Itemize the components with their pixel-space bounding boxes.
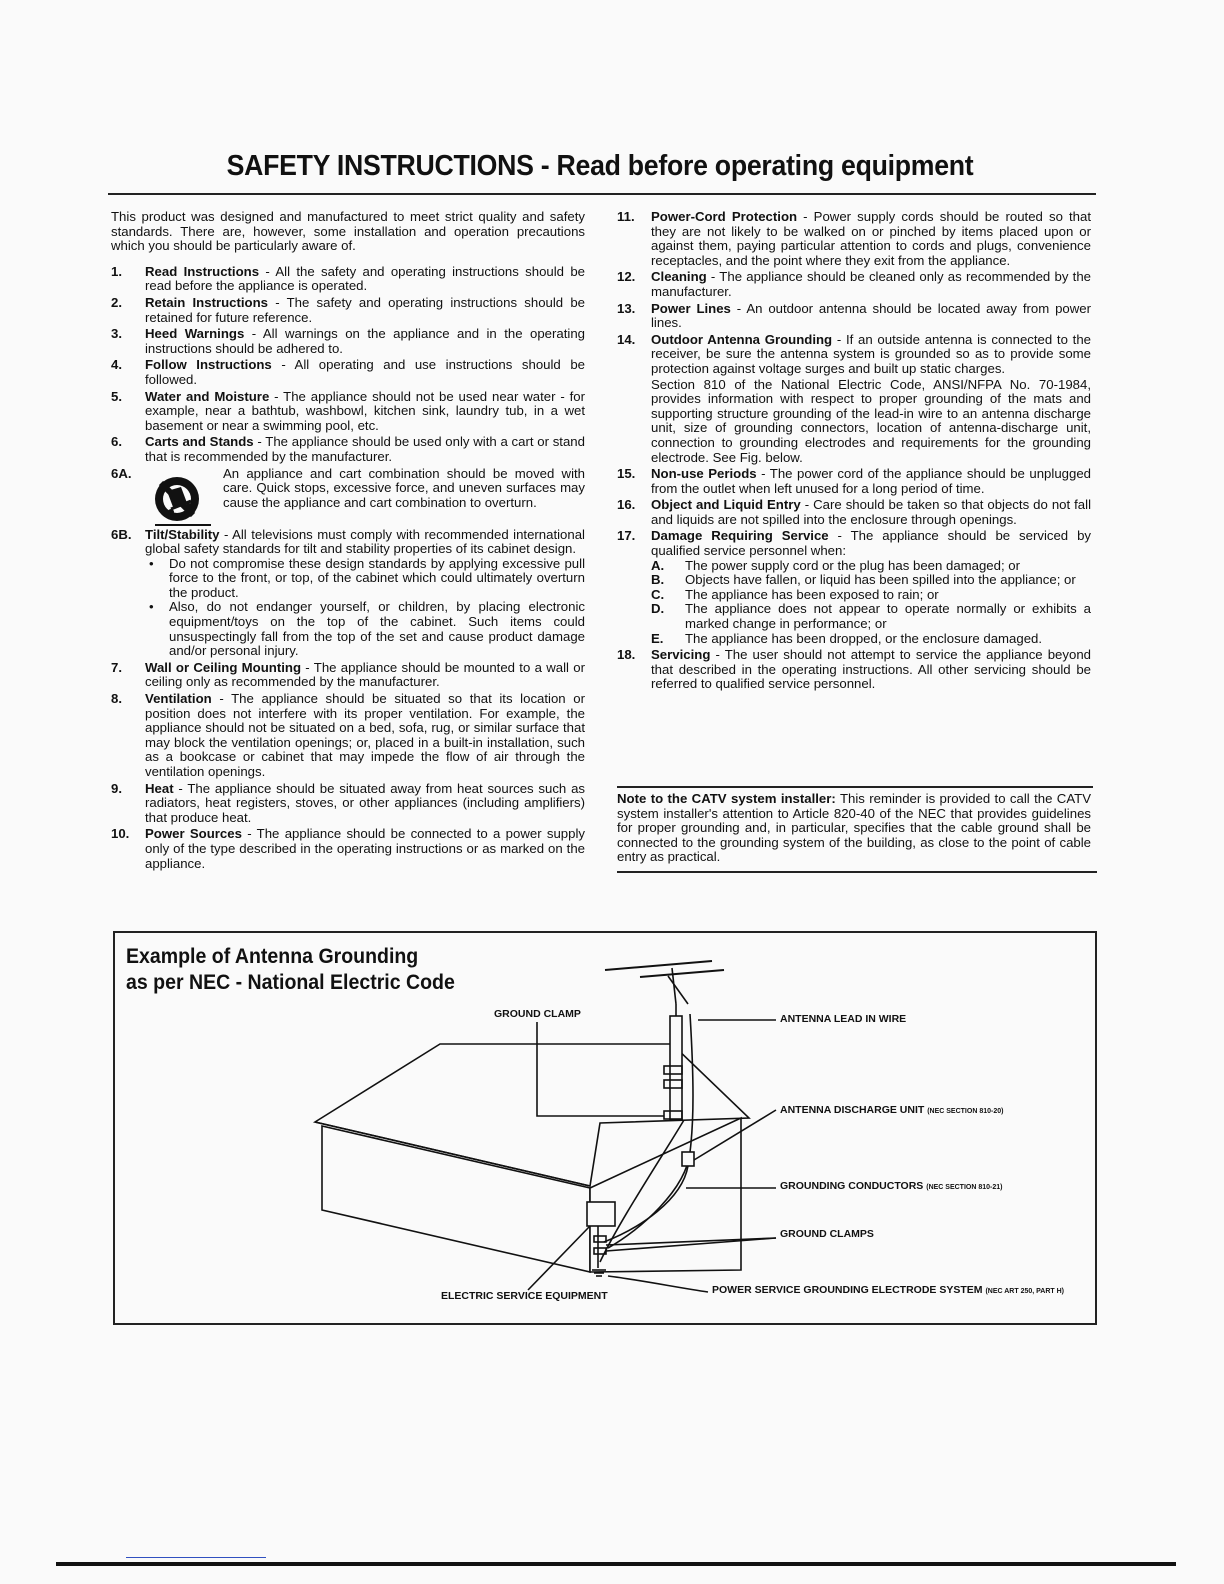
item-text: - The appliance should be serviced by qualified service personnel when: [651,528,1091,559]
label-antenna-lead-in-wire: ANTENNA LEAD IN WIRE [780,1013,907,1025]
instruction-item [111,327,585,356]
sub-item-letter: E. [651,630,664,646]
label-antenna-discharge-unit [780,1104,1003,1116]
item-number: 3. [111,326,122,342]
item-number: 12. [617,269,636,285]
instruction-item [617,467,1091,496]
label-power-service-text: POWER SERVICE GROUNDING ELECTRODE SYSTEM [712,1284,983,1296]
instruction-item [111,782,585,826]
sub-item-text: The power supply cord or the plug has been damaged; or [685,557,1021,573]
instruction-item [617,648,1091,692]
item-heading: Object and Liquid Entry [651,497,801,513]
instruction-item [617,333,1091,465]
label-ground-clamps: GROUND CLAMPS [780,1228,874,1240]
item-text: - The appliance should be mounted to a wall or ceiling only as recommended by the manufacturer. [145,659,585,690]
item-extra-paragraph: Section 810 of the National Electric Code, ANSI/NFPA No. 70-1984, provides information with respect to proper grounding of the mats and supporting structure grounding of the lead-in wire to an antenna discharge unit, size of grounding connectors, location of antenna-discharge unit, connection to grounding electrodes and requirements for the grounding electrode. See Fig. below. [651,376,1091,465]
sub-item-letter: A. [651,557,665,573]
item-number: 9. [111,780,122,796]
item-heading: Water and Moisture [145,388,270,404]
right-column [617,210,1091,694]
item-number: 1. [111,263,122,279]
item-number: 7. [111,659,122,675]
item-number: 5. [111,388,122,404]
item-heading: Wall or Ceiling Mounting [145,659,301,675]
instruction-item [617,270,1091,299]
note-heading: Note to the CATV system installer: [617,791,836,806]
left-column [111,210,585,873]
item-heading: Power Sources [145,826,242,842]
sub-item [651,588,1091,603]
item-heading: Heat [145,780,174,796]
diagram-title-line2: as per NEC - National Electric Code [126,971,455,994]
item-heading: Retain Instructions [145,294,268,310]
instruction-item [617,498,1091,527]
bullet-item: • Do not compromise these design standards by applying excessive pull force to the front, or top, of the cabinet which could ultimately overturn the product. [145,557,585,601]
item-heading: Heed Warnings [145,326,245,342]
instruction-item [111,358,585,387]
bullet-item: • Also, do not endanger yourself, or children, by placing electronic equipment/toys on the top of the cabinet. Such items could unsuspectingly fall from the top of the set and cause product damage and/or personal injury. [145,600,585,658]
item-text: - An outdoor antenna should be located away from power lines. [651,300,1091,331]
note-top-rule [617,786,1093,788]
catv-note [617,792,1091,865]
sub-item [651,573,1091,588]
label-grounding-conductors-text: GROUNDING CONDUCTORS [780,1180,924,1192]
item-number: 6B. [111,526,132,542]
item-heading: Power Lines [651,300,731,316]
item-number: 17. [617,528,636,544]
item-text: - Care should be taken so that objects do not fall and liquids are not spilled into the enclosure through openings. [651,497,1092,527]
item-text: - The appliance should be used only with a cart or stand that is recommended by the manufacturer. [145,434,585,464]
item-heading: Carts and Stands [145,434,254,450]
note-text: This reminder is provided to call the CATV system installer's attention to Article 820-40 of the NEC that provides guidelines for proper grounding and, in particular, specifies that the cable ground shall be connected to the grounding system of the building, as close to the point of cable entry as practical. [617,791,1091,865]
label-discharge-unit-ref: (NEC SECTION 810-20) [927,1108,1004,1115]
diagram-title [126,944,455,996]
item-number: 14. [617,331,636,347]
sub-item-text: The appliance does not appear to operate normally or exhibits a marked change in performance; or [685,601,1091,632]
label-power-service-ref: (NEC ART 250, PART H) [985,1288,1064,1295]
sub-item [651,559,1091,574]
item-text: - If an outside antenna is connected to the receiver, be sure the antenna system is grounded so as to provide some protection against voltage surges and built up static charges. [651,331,1091,376]
item-number: 18. [617,647,636,663]
item-number: 6. [111,434,122,450]
instruction-item [111,265,585,294]
label-grounding-conductors [780,1180,1002,1192]
item-text: - All the safety and operating instructions should be read before the appliance is operated. [145,263,585,294]
item-text: - The user should not attempt to service the appliance beyond that described in the operating instructions. All other servicing should be referred to qualified service personnel. [651,647,1091,692]
title-rule [108,193,1096,195]
sub-item [651,632,1091,647]
item-heading: Power-Cord Protection [651,209,798,224]
label-grounding-conductors-ref: (NEC SECTION 810-21) [926,1184,1003,1191]
item-heading: Servicing [651,647,711,663]
note-bottom-rule [617,871,1097,873]
item-number: 16. [617,497,636,513]
label-discharge-unit-text: ANTENNA DISCHARGE UNIT [780,1104,925,1116]
label-electric-service-equipment: ELECTRIC SERVICE EQUIPMENT [441,1290,608,1302]
item-number: 6A. [111,465,132,481]
instruction-item [111,692,585,780]
item-text: - The safety and operating instructions should be retained for future reference. [145,294,586,325]
item-number: 13. [617,300,636,316]
item-number: 8. [111,691,122,707]
instruction-item [617,210,1091,268]
item-text: - The power cord of the appliance should be unplugged from the outlet when left unused for a long period of time. [651,466,1091,496]
instruction-item [111,827,585,871]
sub-item-letter: C. [651,586,665,602]
item-number: 4. [111,357,122,373]
sub-item-letter: D. [651,601,665,617]
instruction-item [617,529,1091,646]
item-heading: Non-use Periods [651,466,757,482]
item-text: - Power supply cords should be routed so that they are not likely to be walked on or pinched by items placed upon or against them, paying particular attention to cords and plugs, convenience receptacles, and the point where they exit from the appliance. [651,209,1092,268]
instruction-item [111,296,585,325]
item-text: - The appliance should be connected to a power supply only of the type described in the operating instructions or as marked on the appliance. [145,826,586,871]
item-number: 15. [617,466,636,482]
item-text: - All operating and use instructions should be followed. [145,357,585,387]
item-number: 2. [111,294,122,310]
item-text: - All warnings on the appliance and in the operating instructions should be adhered to. [145,326,585,356]
sub-item-text: Objects have fallen, or liquid has been spilled into the appliance; or [685,572,1076,588]
sub-item [651,602,1091,631]
instruction-item [111,435,585,464]
item-number: 10. [111,826,130,842]
intro-paragraph: This product was designed and manufactured to meet strict quality and safety standards. There are, however, some installation and operation precautions which you should be particularly aware of. [111,209,585,254]
scan-artifact-line [126,1557,266,1558]
sub-item-letter: B. [651,572,665,588]
item-number: 11. [617,209,635,224]
item-text: - All televisions must comply with recommended international global safety standards for tilt and stability properties of its cabinet design. [145,526,585,557]
cart-warning-item [111,467,585,525]
page-title: SAFETY INSTRUCTIONS - Read before operating equipment [226,150,974,182]
label-power-service-grounding [712,1284,1064,1296]
item-heading: Tilt/Stability [145,526,220,542]
item-heading: Cleaning [651,269,707,285]
cart-tip-warning-icon [151,473,217,529]
instruction-item [617,302,1091,331]
item-text: An appliance and cart combination should be moved with care. Quick stops, excessive force, and uneven surfaces may cause the appliance and cart combination to overturn. [223,465,585,510]
item-heading: Ventilation [145,691,212,707]
sub-item-text: The appliance has been exposed to rain; or [685,586,939,602]
instruction-item [111,661,585,690]
item-heading: Damage Requiring Service [651,528,829,544]
sub-item-text: The appliance has been dropped, or the enclosure damaged. [685,630,1043,646]
item-heading: Read Instructions [145,263,260,279]
item-text: - The appliance should be situated so that its location or position does not interfere with its proper ventilation. For example, the appliance should not be situated on a bed, sofa, rug, or similar surface that may block the ventilation openings; or, placed in a built-in installation, such as a bookcase or cabinet that may impede the flow of air through the ventilation openings. [145,691,585,779]
diagram-title-line1: Example of Antenna Grounding [126,945,419,968]
item-heading: Outdoor Antenna Grounding [651,331,833,347]
item-text: - The appliance should be situated away from heat sources such as radiators, heat registers, stoves, or other appliances (including amplifiers) that produce heat. [145,780,585,825]
item-text: - The appliance should not be used near water - for example, near a bathtub, washbowl, kitchen sink, laundry tub, in a wet basement or near a swimming pool, etc. [145,388,585,433]
instruction-item [111,528,585,659]
label-ground-clamp: GROUND CLAMP [494,1008,581,1020]
page-bottom-bar [56,1562,1176,1566]
item-heading: Follow Instructions [145,357,272,373]
instruction-item [111,390,585,434]
item-text: - The appliance should be cleaned only as recommended by the manufacturer. [651,269,1091,299]
